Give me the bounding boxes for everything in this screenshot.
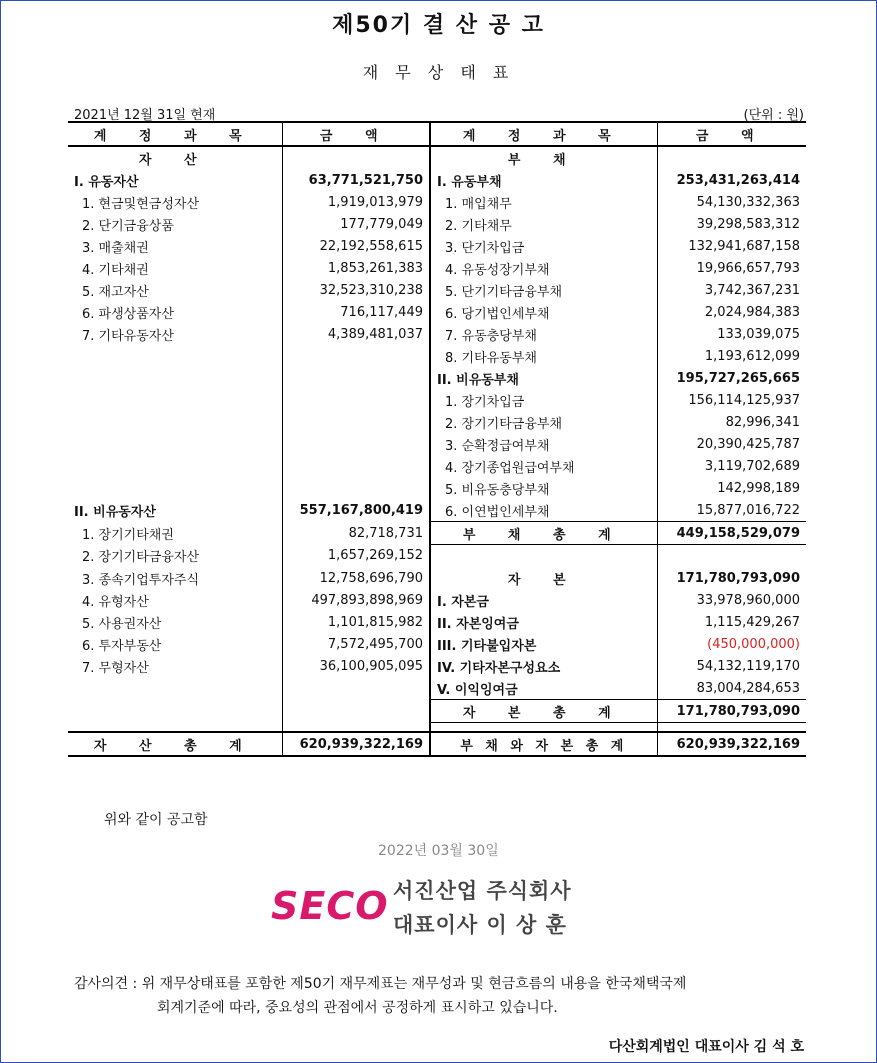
asset-account-name	[68, 477, 282, 499]
header-amount-left: 금 액	[282, 122, 430, 146]
asset-amount: 1,853,261,383	[282, 257, 430, 279]
asset-account-name: I. 유동자산	[68, 169, 282, 191]
liab-equity-account-name: 자 본 총 계	[430, 700, 657, 723]
liab-equity-account-name: 4. 장기종업원급여부채	[430, 455, 657, 477]
asset-account-name: II. 비유동자산	[68, 499, 282, 522]
asset-amount: 177,779,049	[282, 213, 430, 235]
liab-equity-amount: 20,390,425,787	[696, 436, 800, 452]
asset-account-name	[68, 677, 282, 700]
liab-equity-account-name: 1. 매입채무	[430, 191, 657, 213]
table-row	[68, 323, 806, 345]
liab-equity-amount: 2,024,984,383	[704, 304, 800, 320]
asset-amount: 36,100,905,095	[282, 655, 430, 677]
assets-total-amount: 620,939,322,169	[282, 732, 430, 756]
liab-equity-account-name: III. 기타불입자본	[430, 633, 657, 655]
table-row	[68, 411, 806, 433]
table-row	[68, 191, 806, 213]
liab-equity-account-name	[430, 545, 657, 568]
liab-equity-amount	[657, 545, 806, 568]
balance-sheet-table	[68, 121, 806, 757]
asset-amount	[282, 700, 430, 723]
liab-equity-amount: 3,119,702,689	[704, 458, 800, 474]
liab-equity-amount: 1,115,429,267	[704, 614, 800, 630]
liab-equity-total-amount: 620,939,322,169	[657, 732, 806, 756]
liab-equity-amount: 54,130,332,363	[696, 194, 800, 210]
notice-text: 위와 같이 공고함	[104, 812, 208, 828]
asset-amount	[282, 345, 430, 367]
liab-equity-account-name: 1. 장기차입금	[430, 389, 657, 411]
statement-subtitle: 재 무 상 태 표	[362, 63, 515, 82]
table-body	[68, 169, 806, 723]
header-account-right: 계 정 과 목	[430, 122, 657, 146]
table-row	[68, 345, 806, 367]
liab-equity-account-name: V. 이익잉여금	[430, 677, 657, 700]
asset-amount: 716,117,449	[282, 301, 430, 323]
notice-date: 2022년 03월 30일	[378, 843, 499, 859]
asset-amount	[282, 389, 430, 411]
table-row	[68, 655, 806, 677]
report-date: 2021년 12월 31일 현재	[74, 108, 216, 123]
asset-amount	[282, 477, 430, 499]
asset-amount	[282, 455, 430, 477]
liab-equity-account-name: 2. 기타채무	[430, 213, 657, 235]
liab-equity-amount: 33,978,960,000	[696, 592, 800, 608]
liab-equity-account-name: 6. 이연법인세부채	[430, 499, 657, 522]
liab-equity-total-label: 부 채 와 자 본 총 계	[430, 732, 657, 756]
liab-equity-account-name: II. 자본잉여금	[430, 611, 657, 633]
asset-account-name	[68, 389, 282, 411]
table-row	[68, 367, 806, 389]
liab-equity-amount: 3,742,367,231	[704, 282, 800, 298]
liab-equity-account-name: IV. 기타자본구성요소	[430, 655, 657, 677]
liab-equity-amount: 133,039,075	[717, 326, 800, 342]
liab-equity-amount: (450,000,000)	[707, 636, 800, 652]
asset-account-name: 5. 재고자산	[68, 279, 282, 301]
liab-equity-amount: 253,431,263,414	[676, 172, 800, 188]
auditor-signature: 다산회계법인 대표이사 김 석 호	[608, 1039, 804, 1055]
ceo-name: 대표이사 이 상 훈	[393, 913, 567, 937]
liab-equity-account-name: II. 비유동부채	[430, 367, 657, 389]
spacer-row	[68, 723, 806, 733]
table-row	[68, 522, 806, 545]
table-row	[68, 279, 806, 301]
liab-equity-amount: 449,158,529,079	[657, 522, 806, 545]
asset-account-name: 6. 파생상품자산	[68, 301, 282, 323]
assets-section-label: 자 산	[68, 146, 282, 169]
asset-amount: 82,718,731	[282, 522, 430, 545]
asset-amount	[282, 677, 430, 700]
asset-amount: 497,893,898,969	[282, 589, 430, 611]
asset-amount: 63,771,521,750	[282, 169, 430, 191]
asset-account-name: 3. 매출채권	[68, 235, 282, 257]
table-row	[68, 389, 806, 411]
seco-logo: SECO	[271, 884, 389, 928]
audit-line-1: 감사의견 : 위 재무상태표를 포함한 제50기 재무제표는 재무성과 및 현금흐름의 내용을 한국채택국제	[74, 976, 687, 992]
asset-account-name	[68, 411, 282, 433]
table-row	[68, 477, 806, 499]
asset-account-name: 7. 무형자산	[68, 655, 282, 677]
asset-account-name: 4. 기타채권	[68, 257, 282, 279]
table-row	[68, 169, 806, 191]
table-row	[68, 499, 806, 522]
table-row	[68, 545, 806, 568]
liab-equity-amount: 54,132,119,170	[696, 658, 800, 674]
liab-equity-account-name: 3. 단기차입금	[430, 235, 657, 257]
asset-amount: 1,657,269,152	[282, 545, 430, 568]
audit-opinion	[74, 972, 814, 1020]
table-header	[68, 122, 806, 146]
table-row	[68, 301, 806, 323]
asset-account-name: 5. 사용권자산	[68, 611, 282, 633]
asset-amount: 7,572,495,700	[282, 633, 430, 655]
liab-equity-account-name: 6. 당기법인세부채	[430, 301, 657, 323]
liab-equity-amount: 1,193,612,099	[704, 348, 800, 364]
page-title: 제50기 결 산 공 고	[332, 13, 545, 38]
table-row	[68, 257, 806, 279]
asset-account-name	[68, 345, 282, 367]
asset-amount	[282, 411, 430, 433]
liab-equity-account-name: 4. 유동성장기부채	[430, 257, 657, 279]
asset-amount: 12,758,696,790	[282, 567, 430, 589]
section-row	[68, 146, 806, 169]
table-row	[68, 235, 806, 257]
liab-equity-account-name: 자 본	[430, 567, 657, 589]
header-account-left: 계 정 과 목	[68, 122, 282, 146]
liab-equity-amount: 171,780,793,090	[657, 700, 806, 723]
asset-account-name	[68, 433, 282, 455]
liab-equity-amount: 156,114,125,937	[688, 392, 800, 408]
liab-equity-amount: 82,996,341	[725, 414, 800, 430]
company-name: 서진산업 주식회사	[393, 879, 572, 903]
asset-amount	[282, 433, 430, 455]
asset-account-name: 6. 투자부동산	[68, 633, 282, 655]
liab-equity-account-name: 5. 비유동충당부채	[430, 477, 657, 499]
table-row	[68, 700, 806, 723]
liab-equity-amount: 142,998,189	[717, 480, 800, 496]
company-block	[393, 874, 572, 942]
liab-equity-account-name: I. 자본금	[430, 589, 657, 611]
header-amount-right: 금 액	[657, 122, 806, 146]
liab-equity-account-name: 8. 기타유동부채	[430, 345, 657, 367]
asset-account-name: 7. 기타유동자산	[68, 323, 282, 345]
liab-equity-account-name: I. 유동부채	[430, 169, 657, 191]
table-row	[68, 633, 806, 655]
liab-equity-amount: 39,298,583,312	[696, 216, 800, 232]
liab-equity-amount: 83,004,284,653	[696, 680, 800, 696]
liab-equity-account-name: 부 채 총 계	[430, 522, 657, 545]
assets-total-label: 자 산 총 계	[68, 732, 282, 756]
liab-equity-amount: 15,877,016,722	[696, 502, 800, 518]
liab-equity-amount: 19,966,657,793	[696, 260, 800, 276]
table-row	[68, 455, 806, 477]
totals-row	[68, 732, 806, 756]
table-row	[68, 611, 806, 633]
liab-equity-amount: 132,941,687,158	[688, 238, 800, 254]
table-row	[68, 589, 806, 611]
asset-amount: 557,167,800,419	[282, 499, 430, 522]
asset-amount: 1,101,815,982	[282, 611, 430, 633]
liab-equity-account-name: 5. 단기기타금융부채	[430, 279, 657, 301]
liabilities-section-label: 부 채	[430, 146, 657, 169]
audit-line-2: 회계기준에 따라, 중요성의 관점에서 공정하게 표시하고 있습니다.	[157, 1000, 558, 1016]
liab-equity-account-name: 7. 유동충당부채	[430, 323, 657, 345]
liab-equity-amount: 171,780,793,090	[676, 570, 800, 586]
asset-account-name: 1. 현금및현금성자산	[68, 191, 282, 213]
liab-equity-account-name: 2. 장기기타금융부채	[430, 411, 657, 433]
asset-account-name: 2. 장기기타금융자산	[68, 545, 282, 568]
asset-amount: 32,523,310,238	[282, 279, 430, 301]
asset-amount	[282, 367, 430, 389]
table-row	[68, 567, 806, 589]
asset-account-name: 4. 유형자산	[68, 589, 282, 611]
asset-account-name: 1. 장기기타채권	[68, 522, 282, 545]
liab-equity-amount: 195,727,265,665	[676, 370, 800, 386]
table-row	[68, 677, 806, 700]
table-row	[68, 433, 806, 455]
asset-account-name	[68, 367, 282, 389]
asset-account-name	[68, 455, 282, 477]
asset-amount: 1,919,013,979	[282, 191, 430, 213]
table-row	[68, 213, 806, 235]
liab-equity-account-name: 3. 순확정급여부채	[430, 433, 657, 455]
unit-label: (단위 : 원)	[743, 108, 804, 123]
asset-amount: 4,389,481,037	[282, 323, 430, 345]
asset-amount: 22,192,558,615	[282, 235, 430, 257]
asset-account-name	[68, 700, 282, 723]
asset-account-name: 3. 종속기업투자주식	[68, 567, 282, 589]
asset-account-name: 2. 단기금융상품	[68, 213, 282, 235]
